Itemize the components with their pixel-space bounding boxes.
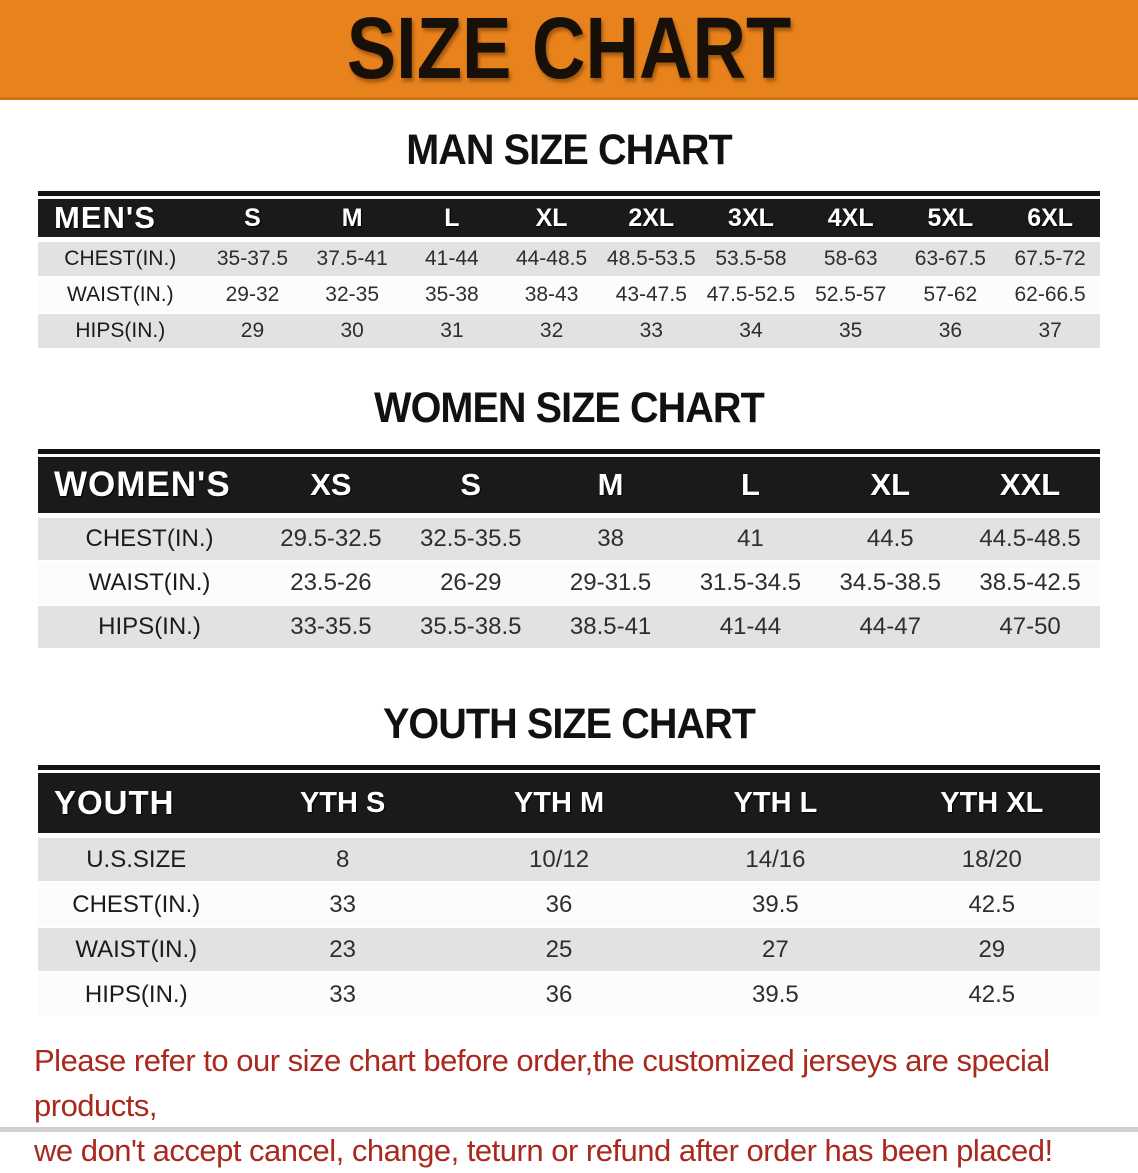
row-label-hips-in: HIPS(IN.) bbox=[38, 606, 261, 650]
womens-size-chart-section bbox=[0, 384, 1138, 650]
youth-table-label: YOUTH bbox=[38, 773, 234, 838]
row-label-chest-in: CHEST(IN.) bbox=[38, 518, 261, 562]
size-value: 23.5-26 bbox=[261, 562, 401, 606]
row-label-chest-in: CHEST(IN.) bbox=[38, 883, 234, 928]
size-value: 47.5-52.5 bbox=[701, 278, 801, 314]
mens-section-heading: MAN SIZE CHART bbox=[406, 126, 732, 174]
womens-section-heading: WOMEN SIZE CHART bbox=[374, 384, 764, 432]
size-value: 53.5-58 bbox=[701, 242, 801, 278]
row-label-hips-in: HIPS(IN.) bbox=[38, 314, 203, 350]
womens-size-table bbox=[38, 457, 1100, 650]
size-value: 33-35.5 bbox=[261, 606, 401, 650]
banner bbox=[0, 0, 1138, 100]
size-value: 31 bbox=[402, 314, 502, 350]
disclaimer-line-1: Please refer to our size chart before order,the customized jerseys are special products, bbox=[34, 1043, 1050, 1123]
youth-table-top-rule bbox=[38, 765, 1100, 770]
column-header-l: L bbox=[402, 199, 502, 242]
column-header-5xl: 5XL bbox=[901, 199, 1001, 242]
size-value: 63-67.5 bbox=[901, 242, 1001, 278]
row-label-waist-in: WAIST(IN.) bbox=[38, 562, 261, 606]
size-value: 36 bbox=[451, 973, 667, 1018]
column-header-4xl: 4XL bbox=[801, 199, 901, 242]
table-row-chest-in bbox=[38, 883, 1100, 928]
table-row-hips-in bbox=[38, 606, 1100, 650]
size-value: 29 bbox=[203, 314, 303, 350]
youth-table-wrap bbox=[38, 765, 1100, 1018]
table-row-waist-in bbox=[38, 278, 1100, 314]
row-label-u-s-size: U.S.SIZE bbox=[38, 838, 234, 883]
size-value: 44-47 bbox=[820, 606, 960, 650]
size-value: 29 bbox=[884, 928, 1100, 973]
size-value: 36 bbox=[901, 314, 1001, 350]
size-value: 31.5-34.5 bbox=[681, 562, 821, 606]
column-header-2xl: 2XL bbox=[601, 199, 701, 242]
size-value: 44-48.5 bbox=[502, 242, 602, 278]
size-value: 30 bbox=[302, 314, 402, 350]
column-header-3xl: 3XL bbox=[701, 199, 801, 242]
size-value: 32-35 bbox=[302, 278, 402, 314]
size-value: 38.5-42.5 bbox=[960, 562, 1100, 606]
size-value: 29.5-32.5 bbox=[261, 518, 401, 562]
table-row-hips-in bbox=[38, 314, 1100, 350]
column-header-s: S bbox=[203, 199, 303, 242]
size-value: 14/16 bbox=[667, 838, 883, 883]
disclaimer bbox=[34, 1038, 1104, 1173]
size-value: 58-63 bbox=[801, 242, 901, 278]
size-value: 35-37.5 bbox=[203, 242, 303, 278]
size-value: 33 bbox=[234, 973, 450, 1018]
size-value: 29-32 bbox=[203, 278, 303, 314]
disclaimer-line-2: we don't accept cancel, change, teturn or refund after order has been placed! bbox=[34, 1133, 1053, 1168]
youth-size-table bbox=[38, 773, 1100, 1018]
size-value: 35.5-38.5 bbox=[401, 606, 541, 650]
youth-header-row bbox=[38, 773, 1100, 838]
size-value: 44.5-48.5 bbox=[960, 518, 1100, 562]
size-value: 48.5-53.5 bbox=[601, 242, 701, 278]
column-header-yth-m: YTH M bbox=[451, 773, 667, 838]
column-header-m: M bbox=[541, 457, 681, 518]
row-label-hips-in: HIPS(IN.) bbox=[38, 973, 234, 1018]
table-row-waist-in bbox=[38, 562, 1100, 606]
table-row-chest-in bbox=[38, 518, 1100, 562]
row-label-chest-in: CHEST(IN.) bbox=[38, 242, 203, 278]
size-value: 26-29 bbox=[401, 562, 541, 606]
womens-table-top-rule bbox=[38, 449, 1100, 454]
size-value: 33 bbox=[601, 314, 701, 350]
table-row-waist-in bbox=[38, 928, 1100, 973]
mens-table-wrap bbox=[38, 191, 1100, 350]
size-value: 42.5 bbox=[884, 883, 1100, 928]
size-value: 32 bbox=[502, 314, 602, 350]
column-header-s: S bbox=[401, 457, 541, 518]
row-label-waist-in: WAIST(IN.) bbox=[38, 928, 234, 973]
row-label-waist-in: WAIST(IN.) bbox=[38, 278, 203, 314]
size-value: 35-38 bbox=[402, 278, 502, 314]
column-header-yth-xl: YTH XL bbox=[884, 773, 1100, 838]
youth-size-chart-section bbox=[0, 700, 1138, 1018]
size-value: 10/12 bbox=[451, 838, 667, 883]
size-value: 37 bbox=[1000, 314, 1100, 350]
size-value: 57-62 bbox=[901, 278, 1001, 314]
size-value: 35 bbox=[801, 314, 901, 350]
size-value: 38-43 bbox=[502, 278, 602, 314]
mens-table-label: MEN'S bbox=[38, 199, 203, 242]
size-value: 67.5-72 bbox=[1000, 242, 1100, 278]
size-value: 23 bbox=[234, 928, 450, 973]
column-header-xl: XL bbox=[820, 457, 960, 518]
size-value: 41 bbox=[681, 518, 821, 562]
size-value: 41-44 bbox=[681, 606, 821, 650]
column-header-xl: XL bbox=[502, 199, 602, 242]
size-value: 18/20 bbox=[884, 838, 1100, 883]
size-value: 41-44 bbox=[402, 242, 502, 278]
size-value: 36 bbox=[451, 883, 667, 928]
size-value: 37.5-41 bbox=[302, 242, 402, 278]
size-value: 52.5-57 bbox=[801, 278, 901, 314]
mens-table-top-rule bbox=[38, 191, 1100, 196]
size-value: 62-66.5 bbox=[1000, 278, 1100, 314]
bottom-edge-strip bbox=[0, 1127, 1138, 1132]
size-value: 39.5 bbox=[667, 883, 883, 928]
mens-size-chart-section bbox=[0, 126, 1138, 350]
column-header-m: M bbox=[302, 199, 402, 242]
table-row-u-s-size bbox=[38, 838, 1100, 883]
column-header-6xl: 6XL bbox=[1000, 199, 1100, 242]
size-value: 29-31.5 bbox=[541, 562, 681, 606]
size-value: 25 bbox=[451, 928, 667, 973]
table-row-hips-in bbox=[38, 973, 1100, 1018]
column-header-xxl: XXL bbox=[960, 457, 1100, 518]
size-value: 34.5-38.5 bbox=[820, 562, 960, 606]
column-header-yth-l: YTH L bbox=[667, 773, 883, 838]
column-header-l: L bbox=[681, 457, 821, 518]
size-value: 38.5-41 bbox=[541, 606, 681, 650]
womens-table-wrap bbox=[38, 449, 1100, 650]
mens-header-row bbox=[38, 199, 1100, 242]
size-value: 42.5 bbox=[884, 973, 1100, 1018]
banner-title: SIZE CHART bbox=[346, 0, 792, 98]
youth-section-heading: YOUTH SIZE CHART bbox=[382, 700, 756, 748]
size-value: 27 bbox=[667, 928, 883, 973]
womens-header-row bbox=[38, 457, 1100, 518]
size-value: 8 bbox=[234, 838, 450, 883]
size-value: 44.5 bbox=[820, 518, 960, 562]
column-header-yth-s: YTH S bbox=[234, 773, 450, 838]
size-value: 38 bbox=[541, 518, 681, 562]
column-header-xs: XS bbox=[261, 457, 401, 518]
size-value: 43-47.5 bbox=[601, 278, 701, 314]
size-value: 47-50 bbox=[960, 606, 1100, 650]
size-value: 32.5-35.5 bbox=[401, 518, 541, 562]
size-chart-sections bbox=[0, 126, 1138, 1018]
size-value: 39.5 bbox=[667, 973, 883, 1018]
size-value: 33 bbox=[234, 883, 450, 928]
womens-table-label: WOMEN'S bbox=[38, 457, 261, 518]
table-row-chest-in bbox=[38, 242, 1100, 278]
size-value: 34 bbox=[701, 314, 801, 350]
mens-size-table bbox=[38, 199, 1100, 350]
